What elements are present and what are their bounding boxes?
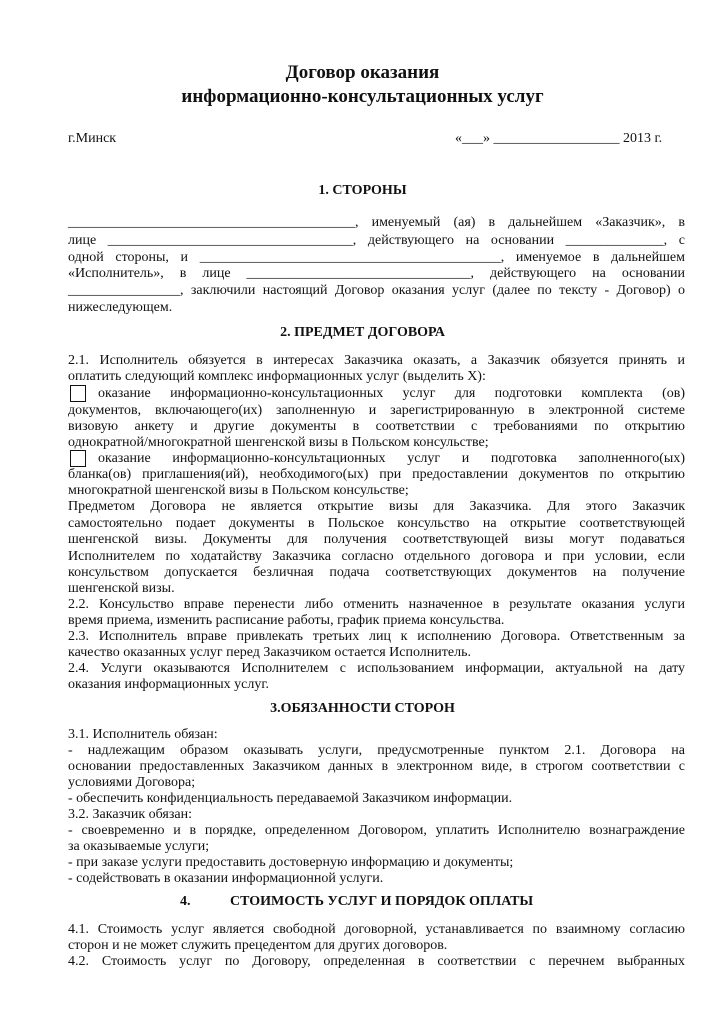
text-line: - надлежащим образом оказывать услуги, предусмотренные пунктом 2.1. Договора на [68, 743, 685, 758]
service-1-checkbox[interactable] [70, 385, 86, 402]
text-line: оказание информационно-консультационных услуг для подготовки комплекта (ов) [98, 386, 685, 401]
text-line: Предметом Договора не является открытие визы для Заказчика. Для этого Заказчик [68, 499, 685, 514]
text-line: нижеследующем. [68, 300, 173, 315]
text-line: бланка(ов) приглашения(ий), необходимого(ых) при предоставлении документов по открытию [68, 467, 685, 482]
text-line: - содействовать в оказании информационной услуги. [68, 871, 384, 886]
text-line: 2.4. Услуги оказываются Исполнителем с использованием информации, актуальной на дату [68, 661, 685, 676]
text-line: оплатить следующий комплекс информационных услуг (выделить X): [68, 369, 486, 384]
text-line: - своевременно и в порядке, определенном Договором, уплатить Исполнителю вознаграждение [68, 823, 685, 838]
text-line: самостоятельно подает документы в Польское консульство на открытие соответствующей [68, 516, 685, 531]
section-4-number: 4. [180, 894, 191, 909]
text-line: 3.2. Заказчик обязан: [68, 807, 192, 822]
section-2-heading: 2. ПРЕДМЕТ ДОГОВОРА [280, 325, 445, 340]
text-line: лице ___________________________________, действующего на основании ______________, с [68, 233, 685, 248]
document-title-line-1: Договор оказания [285, 62, 440, 83]
text-line: многократной шенгенской визы в Польском консульстве; [68, 483, 409, 498]
section-4-heading: СТОИМОСТЬ УСЛУГ И ПОРЯДОК ОПЛАТЫ [230, 894, 534, 909]
date-field: «___» __________________ 2013 г. [455, 131, 663, 146]
section-1-heading: 1. СТОРОНЫ [318, 183, 407, 198]
text-line: _________________________________________, именуемый (ая) в дальнейшем «Заказчик», в [68, 215, 685, 230]
text-line: ________________, заключили настоящий Договор оказания услуг (далее по тексту - Договор) о [68, 283, 685, 298]
text-line: время приема, изменить расписание работы, график приема консульства. [68, 613, 505, 628]
text-line: шенгенской визы. Документы для получения соответствующей визы могут подаваться [68, 532, 685, 547]
text-line: 4.1. Стоимость услуг является свободной договорной, устанавливается по взаимному согласию [68, 922, 685, 937]
text-line: 2.1. Исполнитель обязуется в интересах Заказчика оказать, а Заказчик обязуется принять и [68, 353, 685, 368]
text-line: сторон и не может служить прецедентом для других договоров. [68, 938, 448, 953]
place-label: г.Минск [68, 131, 117, 146]
text-line: Исполнителем по ходатайству Заказчика согласно отдельного договора и при условии, если [68, 549, 685, 564]
text-line: основании предоставленных Заказчиком данных в электронном виде, в строгом соответствии с [68, 759, 685, 774]
text-line: оказания информационных услуг. [68, 677, 270, 692]
text-line: консульством допускается безличная подача соответствующих документов на получение [68, 565, 685, 580]
text-line: за оказываемые услуги; [68, 839, 210, 854]
text-line: качество оказанных услуг перед Заказчиком остается Исполнитель. [68, 645, 471, 660]
text-line: 4.2. Стоимость услуг по Договору, определенная в соответствии с перечнем выбранных [68, 954, 685, 969]
text-line: условиями Договора; [68, 775, 196, 790]
text-line: 2.2. Консульство вправе перенести либо отменить назначенное в результате оказания услуги [68, 597, 685, 612]
section-3-heading: 3.ОБЯЗАННОСТИ СТОРОН [270, 701, 455, 716]
service-2-checkbox[interactable] [70, 450, 86, 467]
text-line: одной стороны, и ___________________________________________, именуемое в дальнейшем [68, 250, 685, 265]
text-line: - обеспечить конфиденциальность передаваемой Заказчиком информации. [68, 791, 513, 806]
text-line: «Исполнитель», в лице ________________________________, действующего на основании [68, 266, 685, 281]
text-line: документов, включающего(их) заполненную и зарегистрированную в электронной системе [68, 403, 685, 418]
text-line: визовую анкету и другие документы в соответствии с требованиями по открытию [68, 419, 685, 434]
text-line: - при заказе услуги предоставить достоверную информацию и документы; [68, 855, 514, 870]
text-line: оказание информационно-консультационных услуг и подготовка заполненного(ых) [98, 451, 685, 466]
text-line: 3.1. Исполнитель обязан: [68, 727, 218, 742]
document-title-line-2: информационно-консультационных услуг [181, 86, 544, 107]
text-line: шенгенской визы. [68, 581, 175, 596]
text-line: однократной/многократной шенгенской визы в Польском консульстве; [68, 435, 489, 450]
text-line: 2.3. Исполнитель вправе привлекать третьих лиц к исполнению Договора. Ответственным за [68, 629, 685, 644]
